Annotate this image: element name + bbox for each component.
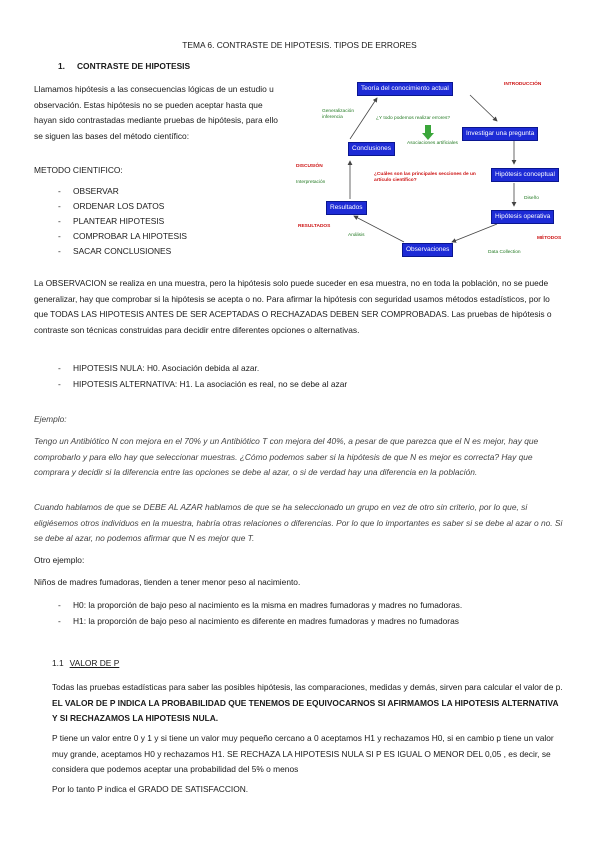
list-item: - SACAR CONCLUSIONES <box>58 246 172 256</box>
box-teoria: Teoría del conocimiento actual <box>357 82 453 96</box>
label-metodos: MÉTODOS <box>537 236 562 241</box>
subsection-title: VALOR DE P <box>69 658 120 668</box>
valor-p-paragraph-1 <box>52 680 564 727</box>
box-observaciones: Observaciones <box>402 243 453 257</box>
label-recogida: Data Collection <box>488 250 521 255</box>
observacion-paragraph: La OBSERVACION se realiza en una muestra, pero la hipótesis solo puede suceder en esa muestra, no en toda la población, no se puede generalizar, hay que comprobar si la hipótesis se acepta o no. Para afirmar la hipótesis con seguridad usamos métodos estadísticos, por lo que TODAS LAS HIPOTESIS ANTES DE SER ACEPTADAS O RECHAZADAS DEBEN SER COMPROBADAS. Las pruebas de hipótesis o contraste son técnicas construidas para decidir entre diferentes opciones o alternativas. <box>34 278 552 335</box>
label-introduccion: INTRODUCCIÓN <box>504 82 542 87</box>
hipotesis-list <box>58 361 347 392</box>
page-title: TEMA 6. CONTRASTE DE HIPOTESIS. TIPOS DE ERRORES <box>182 40 417 50</box>
label-resultados: RESULTADOS <box>298 224 331 229</box>
list-item: - H1: la proporción de bajo peso al nacimiento es diferente en madres fumadoras y madres no fumadoras <box>58 615 459 626</box>
list-item: - HIPOTESIS ALTERNATIVA: H1. La asociación es real, no se debe al azar <box>58 378 348 389</box>
valor-p-bold: EL VALOR DE P INDICA LA PROBABILIDAD QUE TENEMOS DE EQUIVOCARNOS SI AFIRMAMOS LA HIPOTESIS ALTERNATIVA Y SI RECHAZAMOS LA HIPOTESIS NULA. <box>52 697 559 724</box>
label-interpretacion: Interpretación <box>296 180 326 185</box>
list-item: - COMPROBAR LA HIPOTESIS <box>58 231 188 241</box>
ejemplo-paragraph-1: Tengo un Antibiótico N con mejora en el 70% y un Antibiótico T con mejora del 40%, a pesar de que parezca que el N es mejor, hay que comprobarlo y para ello hay que seleccionar muestras. ¿Cómo podemos saber si la hipótesis de que N es mejor es correcta? Hay que comprara y decidir si la diferencia entre las opciones se debe al azar, o si de verdad hay una diferencia en la población. <box>34 436 539 478</box>
label-analisis: Análisis <box>348 233 365 238</box>
list-item: - HIPOTESIS NULA: H0. Asociación debida al azar. <box>58 363 260 373</box>
h-list-2 <box>58 598 462 629</box>
list-item: - OBSERVAR <box>58 186 119 196</box>
label-discusion: DISCUSIÓN <box>296 164 323 169</box>
ejemplo-label: Ejemplo: <box>34 414 67 424</box>
valor-p-paragraph-3: Por lo tanto P indica el GRADO DE SATISFACCION. <box>52 784 249 794</box>
list-item: - H0: la proporción de bajo peso al nacimiento es la misma en madres fumadoras y madres no fumadoras. <box>58 600 463 610</box>
ejemplo-paragraph-2: Cuando hablamos de que se DEBE AL AZAR hablamos de que se ha seleccionado un grupo en vez de otro sin criterio, por lo que, si eligiésemos otros individuos en la muestra, habría otras relaciones o diferencias. Por lo que lo importantes es saber si se debe al azar o no. Si se debe al azar, no podemos afirmar que N es mejor que T. <box>34 502 563 544</box>
label-diseno: Diseño <box>524 196 539 201</box>
section-number: 1. <box>58 61 65 71</box>
metodo-label: METODO CIENTIFICO: <box>34 165 123 175</box>
box-resultados: Resultados <box>326 201 367 215</box>
ninos-statement: Niños de madres fumadoras, tienden a tener menor peso al nacimiento. <box>34 577 301 587</box>
otro-ejemplo-label: Otro ejemplo: <box>34 555 85 565</box>
metodo-steps-list <box>58 184 187 259</box>
list-item: - PLANTEAR HIPOTESIS <box>58 216 165 226</box>
label-pregunta-errores: ¿Y todo podemos realizar errores? <box>376 116 451 121</box>
intro-paragraph: Llamamos hipótesis a las consecuencias lógicas de un estudio u observación. Estas hipótesis no se pueden aceptar hasta que hayan sido contrastadas mediante pruebas de hipótesis, para ello se siguen las bases del método científico: <box>34 84 278 141</box>
subsection-heading <box>52 656 119 672</box>
box-hipotesis-conceptual: Hipótesis conceptual <box>491 168 559 182</box>
valor-p-paragraph-2: P tiene un valor entre 0 y 1 y si tiene un valor muy pequeño cercano a 0 aceptamos H1 y rechazamos H0, si en cambio p tiene un valor muy grande, aceptamos H0 y rechazamos H1. SE RECHAZA LA HIPOTESIS NULA SI P ES IGUAL O MENOR DEL 0,05 , es decir, se considera que podemos aceptar una probabilidad del 5% o menos <box>52 733 554 775</box>
valor-p-intro: Todas las pruebas estadísticas para saber las posibles hipótesis, las comparaciones, medidas y demás, sirven para calcular el valor de p. <box>52 682 563 692</box>
scientific-method-diagram <box>292 76 562 268</box>
subsection-number: 1.1 <box>52 658 64 668</box>
box-hipotesis-operativa: Hipótesis operativa <box>491 210 554 224</box>
label-asociaciones: Asociaciones artificiales <box>407 141 458 146</box>
list-item: - ORDENAR LOS DATOS <box>58 201 165 211</box>
box-investigar: Investigar una pregunta <box>462 127 538 141</box>
box-conclusiones: Conclusiones <box>348 142 395 156</box>
section-title: CONTRASTE DE HIPOTESIS <box>77 61 191 71</box>
label-secciones: ¿Cuáles son las principales secciones de un artículo científico? <box>374 172 476 183</box>
label-generalizacion: Generalización inferencia <box>322 109 354 120</box>
section-heading <box>58 61 190 71</box>
